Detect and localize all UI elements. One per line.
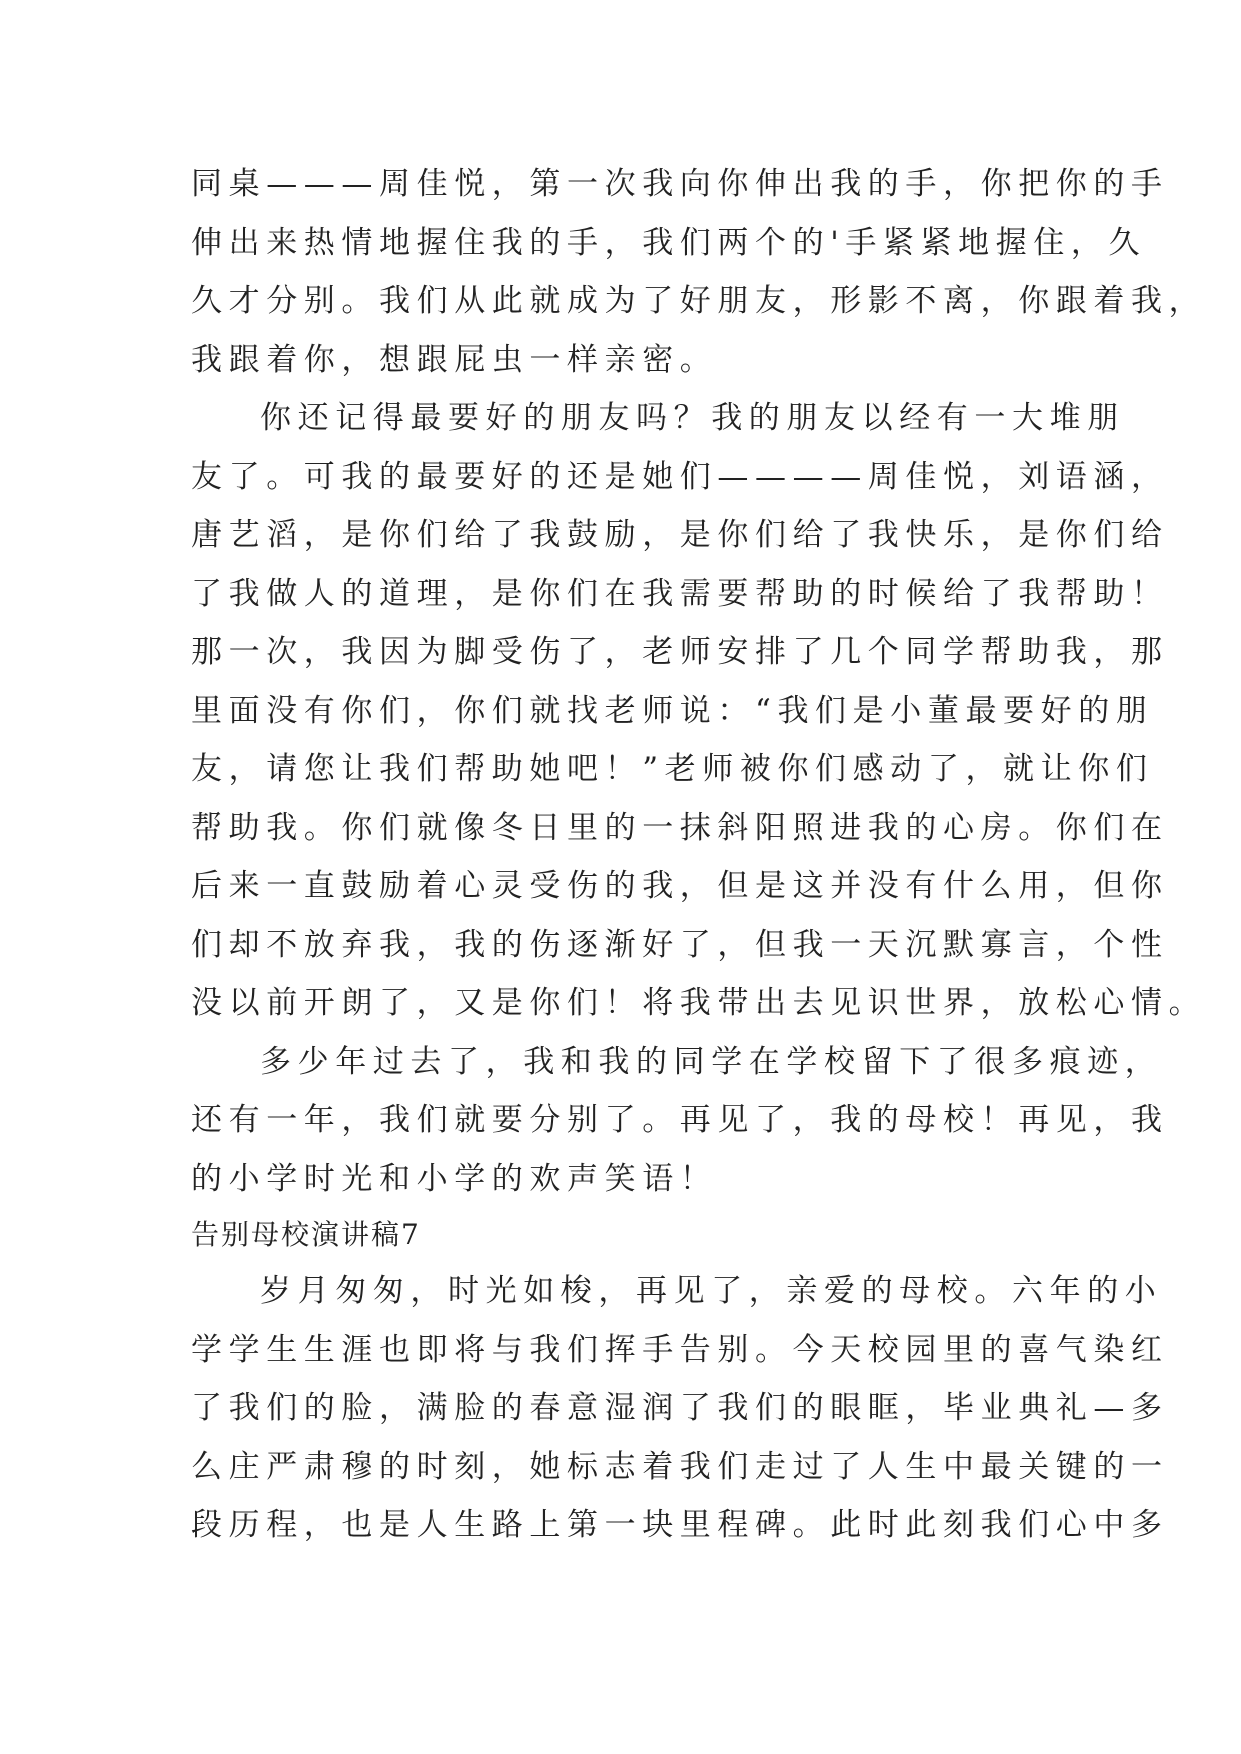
text-line: 段历程，也是人生路上第一块里程碑。此时此刻我们心中多 — [191, 1507, 1169, 1543]
section-title: 告别母校演讲稿7 — [191, 1218, 421, 1251]
paragraph — [191, 389, 1207, 1033]
text-line: 后来一直鼓励着心灵受伤的我，但是这并没有什么用，但你 — [191, 868, 1169, 904]
text-line: 唐艺滔，是你们给了我鼓励，是你们给了我快乐，是你们给 — [191, 517, 1169, 553]
paragraph — [191, 1033, 1169, 1209]
text-line: 多少年过去了，我和我的同学在学校留下了很多痕迹， — [260, 1043, 1163, 1080]
text-line: 同桌———周佳悦，第一次我向你伸出我的手，你把你的手 — [191, 166, 1169, 202]
text-line: 们却不放弃我，我的伤逐渐好了，但我一天沉默寡言，个性 — [191, 926, 1169, 963]
text-line: 你还记得最要好的朋友吗？我的朋友以经有一大堆朋 — [260, 400, 1125, 436]
text-line: 岁月匆匆，时光如梭，再见了，亲爱的母校。六年的小 — [260, 1273, 1163, 1309]
paragraph — [191, 1262, 1169, 1555]
text-line: 友了。可我的最要好的还是她们————周佳悦，刘语涵， — [191, 458, 1169, 495]
text-line: 我跟着你，想跟屁虫一样亲密。 — [191, 341, 718, 378]
text-line: 久才分别。我们从此就成为了好朋友，形影不离，你跟着我， — [191, 283, 1207, 319]
text-line: 么庄严肃穆的时刻，她标志着我们走过了人生中最关键的一 — [191, 1448, 1169, 1485]
text-line: 没以前开朗了，又是你们！将我带出去见识世界，放松心情。 — [191, 985, 1207, 1021]
text-line: 里面没有你们，你们就找老师说：“我们是小董最要好的朋 — [191, 692, 1154, 729]
text-line: 伸出来热情地握住我的手，我们两个的'手紧紧地握住，久 — [191, 224, 1147, 261]
text-line: 学学生生涯也即将与我们挥手告别。今天校园里的喜气染红 — [191, 1331, 1169, 1368]
text-line: 那一次，我因为脚受伤了，老师安排了几个同学帮助我，那 — [191, 634, 1169, 670]
paragraph — [191, 155, 1207, 389]
text-line: 友，请您让我们帮助她吧！”老师被你们感动了，就让你们 — [191, 751, 1154, 787]
text-line: 帮助我。你们就像冬日里的一抹斜阳照进我的心房。你们在 — [191, 809, 1169, 846]
text-line: 了我做人的道理，是你们在我需要帮助的时候给了我帮助！ — [191, 575, 1169, 612]
document-body — [191, 155, 1207, 1555]
text-line: 了我们的脸，满脸的春意湿润了我们的眼眶，毕业典礼—多 — [191, 1390, 1169, 1426]
text-line: 的小学时光和小学的欢声笑语！ — [191, 1160, 718, 1197]
text-line: 还有一年，我们就要分别了。再见了，我的母校！再见，我 — [191, 1102, 1169, 1138]
